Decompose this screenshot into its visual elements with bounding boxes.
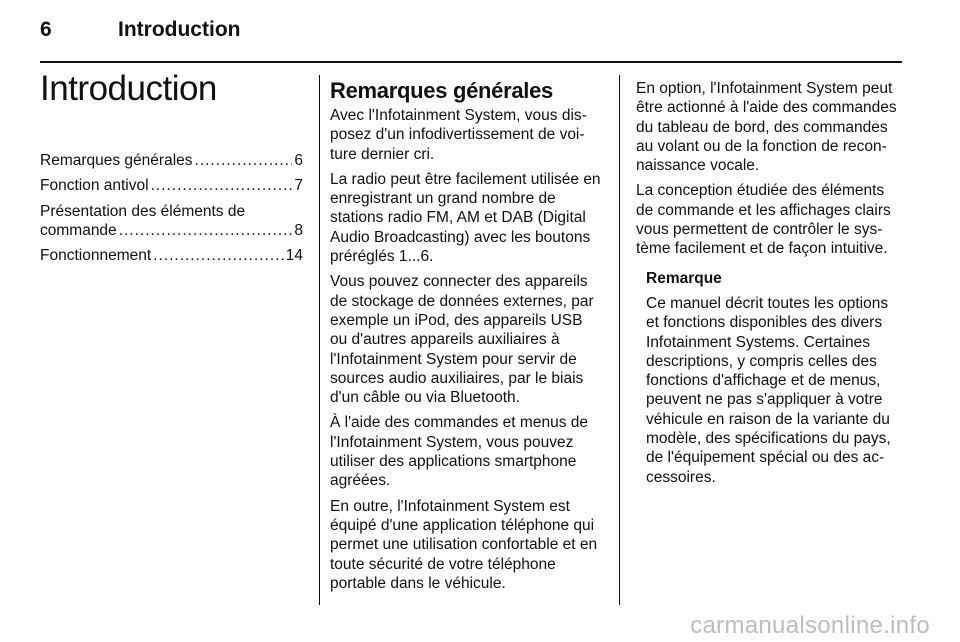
toc-item-presentation-elements-commande[interactable] [40, 202, 303, 241]
watermark: carmanualsonline.info [690, 612, 930, 639]
toc-item-page: 7 [294, 177, 303, 195]
toc-item-fonction-antivol[interactable] [40, 176, 303, 195]
toc-item-label-line1: Présentation des éléments de [40, 202, 246, 220]
body-paragraph: La conception étudiée des éléments de commande et les affichages clairs vous permettent de contrôler le système facilement et de façon intuitive. [636, 182, 891, 258]
running-title: Introduction [118, 18, 241, 41]
text-column-right [636, 79, 903, 493]
toc-leader-dots [151, 176, 293, 195]
toc-leader-dots [153, 246, 284, 265]
text-column-middle [330, 78, 603, 599]
toc-leader-dots [119, 221, 293, 240]
body-paragraph: En option, l'Infotainment System peut être actionné à l'aide des commandes du tableau de bord, des commandes au volant ou de la fonction de reconnaissance vocale. [636, 80, 897, 175]
body-paragraph: En outre, l'Infotainment System est équipé d'une application téléphone qui permet une utilisation confortable et en toute sécurité de votre téléphone portable dans le véhicule. [330, 497, 598, 592]
toc-item-fonctionnement[interactable] [40, 246, 303, 265]
section-heading: Remarques générales [330, 78, 553, 103]
toc-item-label: Remarques générales [40, 152, 193, 169]
toc-item-label: Fonction antivol [40, 177, 149, 195]
column-divider [319, 75, 320, 605]
toc-item-page: 6 [294, 152, 303, 169]
toc-item-label: commande [40, 221, 117, 239]
chapter-title: Introduction [40, 69, 217, 108]
body-paragraph: À l'aide des commandes et menus de l'Infotainment System, vous pouvez utiliser des applications smartphone agréées. [330, 414, 588, 490]
body-paragraph: Avec l'Infotainment System, vous disposez d'un infodivertissement de voiture dernier cri. [330, 107, 587, 163]
header-rule [40, 61, 902, 63]
body-paragraph: La radio peut être facilement utilisée en enregistrant un grand nombre de stations radio FM, AM et DAB (Digital Audio Broadcasting) avec les boutons préréglés 1...6. [330, 170, 601, 266]
note-text: Ce manuel décrit toutes les options et fonctions disponibles des divers Infotainment Systems. Certaines descriptions, y compris celles des fonctions d'affichage et de menus, peuvent ne pas s'appliquer à votre véhicule en raison de la variante du modèle, des spécifications du pays, de l'équipement spécial ou des accessoires. [646, 294, 891, 486]
toc-item-page: 14 [285, 247, 303, 265]
toc-leader-dots [195, 151, 293, 170]
toc-item-remarques-generales[interactable] [40, 151, 303, 170]
body-paragraph: Vous pouvez connecter des appareils de stockage de données externes, par exemple un iPod, des appareils USB ou d'autres appareils auxiliaires à l'Infotainment System pour servir de sources audio auxiliaires, par le biais d'un câble ou via Bluetooth. [330, 273, 594, 407]
note-box [646, 269, 903, 487]
toc-item-label: Fonctionnement [40, 247, 152, 265]
column-divider [619, 75, 620, 605]
toc-item-page: 8 [294, 221, 303, 239]
note-label: Remarque [646, 269, 722, 287]
table-of-contents [40, 151, 303, 271]
page-number: 6 [40, 18, 52, 41]
